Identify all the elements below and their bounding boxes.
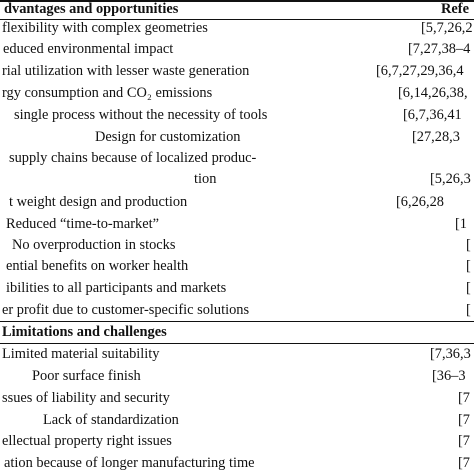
- section-header-limitations: Limitations and challenges: [2, 324, 167, 340]
- section-rule-bottom: [0, 343, 474, 344]
- header-advantages-label: dvantages and opportunities: [4, 1, 179, 17]
- references-table: dvantages and opportunities Refe flexibility with complex geometries [5,7,26,2 educed environmental impact [7,27,38–4 rial utilization with lesser waste generation [6,7,27,29,36,4 rgy consumption and CO₂ emissions [6,14,26,38, single process without the necessity of tools [6,7,36,41 Design for customization [27,28,3 supply chains because of localized produc- tion [5,26,3 t weight design and production [6,26,28 Reduced “time-to-market” [1 No overproduction in stocks [ ential benefits on worker health [ ibilities to all participants and markets [ er profit due to customer-specific solutions [ Limitations and challenges Limited material suitability [7,36,3 Poor surface finish [36–3 ssues of liability and security [7 Lack of standardization [7 ellectual property right issues [7 ation because of longer manufacturing time [7: [2, 1, 473, 471]
- header-references-label: Refe: [441, 1, 469, 17]
- section-rule-top: [0, 321, 474, 322]
